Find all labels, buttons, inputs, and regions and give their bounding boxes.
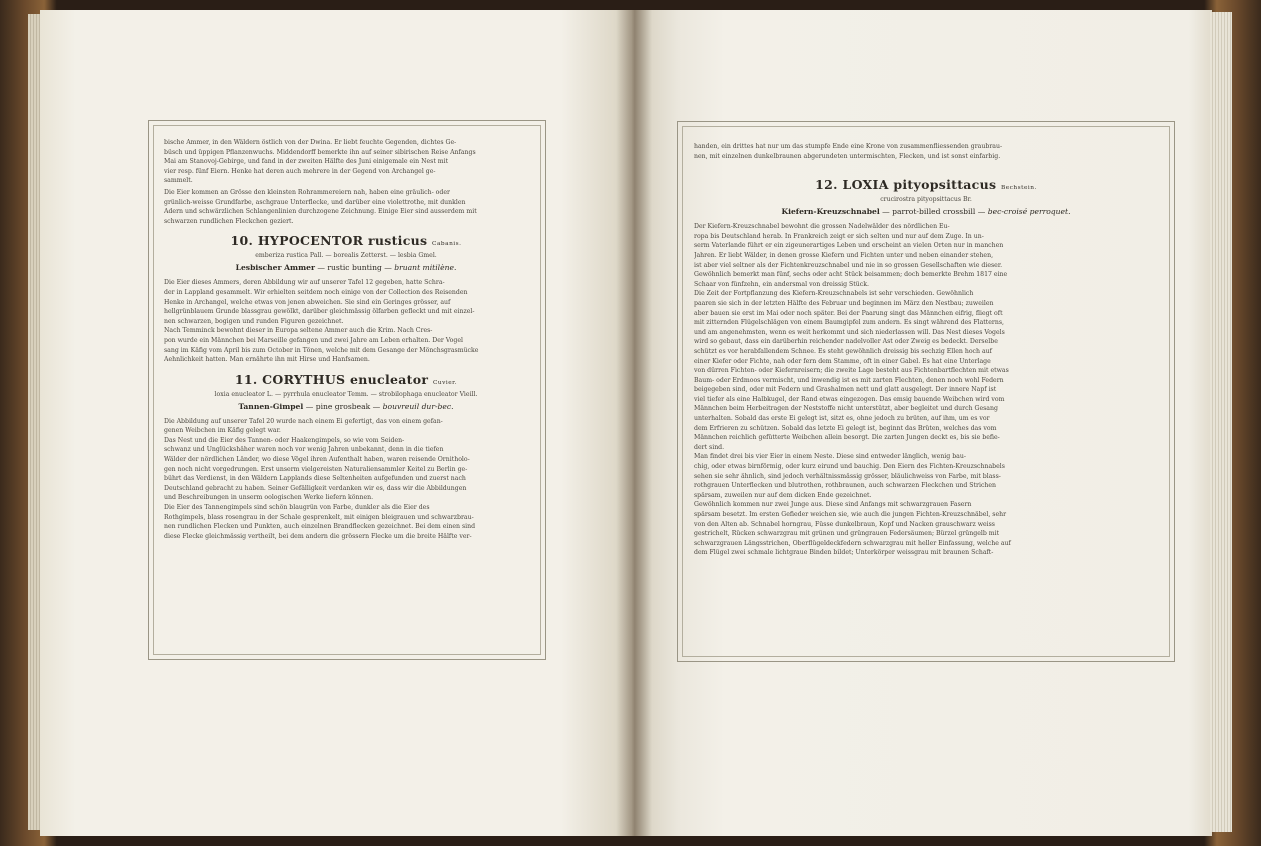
section-heading-11 <box>164 372 528 387</box>
text-line: vier resp. fünf Eiern. Henke hat deren auch mehrere in der Gegend von Archangel ge- <box>164 167 436 175</box>
synonyms-line: emberiza rustica Pall. — borealis Zetterst. — lesbia Gmel. <box>255 252 437 260</box>
text-line: paaren sie sich in der letzten Hälfte des Februar und beginnen im März den Nestbau; zuweilen <box>694 299 994 307</box>
vernacular-german: Tannen-Gimpel <box>238 401 304 411</box>
text-line: dem Flügel zwei schmale lichtgraue Binden bildet; Unterkörper weissgrau mit braunen Schaft- <box>694 549 994 557</box>
vernacular-french: bouvreuil dur-bec. <box>382 401 454 411</box>
text-line: spärsam, zuweilen nur auf dem dicken Ende gezeichnet. <box>694 491 872 499</box>
text-line: Der Kiefern-Kreuzschnabel bewohnt die grossen Nadelwälder des nördlichen Eu- <box>694 223 950 231</box>
text-line: Henke in Archangel, welche etwas von jenen abweichen. Sie sind ein Geringes grösser, auf <box>164 298 451 306</box>
text-line: aber bauen sie erst im Mai oder noch später. Bei der Paarung singt das Männchen eifrig, fliegt oft <box>694 309 1003 317</box>
text-line: chig, oder etwas birnförmig, oder kurz eirund und bauchig. Den Eiern des Fichten-Kreuzschnabels <box>694 463 1005 471</box>
vernacular-names: Kiefern-Kreuzschnabel — parrot-billed crossbill — bec-croisé perroquet. <box>781 207 1071 217</box>
text-line: Gewöhnlich kommen nur zwei Junge aus. Diese sind Anfangs mit schwarzgrauen Fasern <box>694 501 972 509</box>
text-line: wird so gebaut, dass ein darüberhin reichender nadelvoller Ast oder Zweig es bedeckt. Derselbe <box>694 338 998 346</box>
left-eggs-paragraph <box>164 188 528 226</box>
book-gutter <box>616 10 652 836</box>
text-line: sehen sie sehr ähnlich, sind jedoch verhältnissmässig grösser, bläulichweiss von Farbe, mit blass- <box>694 472 1001 480</box>
text-line: Die Zeit der Fortpflanzung des Kiefern-Kreuzschnabels ist sehr verschieden. Gewöhnlich <box>694 290 974 298</box>
left-page-text-column <box>164 138 528 541</box>
genus-name: HYPOCENTOR <box>257 233 364 249</box>
text-line: bische Ammer, in den Wäldern östlich von der Dwina. Er liebt feuchte Gegenden, dichtes Ge- <box>164 139 457 146</box>
vernacular-german: Kiefern-Kreuzschnabel <box>781 207 880 217</box>
text-line: von den Alten ab. Schnabel horngrau, Füsse dunkelbraun, Kopf und Nacken grauschwarz weiss <box>694 520 995 528</box>
text-line: und am angenehmsten, wenn es weit herkommt und sich niederlassen will. Das Nest dieses Vogels <box>694 328 1005 336</box>
text-line: schwarzen rundlichen Fleckchen geziert. <box>164 217 294 225</box>
text-line: sang im Käfig vom April bis zum October in Tönen, welche mit dem Gesange der Mönchsgrasmücke <box>164 346 479 354</box>
text-line: gen noch nicht vorgedrungen. Erst unserm vielgereisten Naturaliensammler Keitel zu Berlin ge- <box>164 465 468 473</box>
text-line: beigegeben sind, oder mit Federn und Grashalmen nett und glatt ausgelegt. Der innere Napf ist <box>694 386 997 394</box>
author-name: Bechstein. <box>1000 185 1037 192</box>
species-name: rusticus <box>367 233 428 249</box>
text-line: Die Abbildung auf unserer Tafel 20 wurde nach einem Ei gefertigt, das von einem gefan- <box>164 417 443 425</box>
text-line: genen Weibchen im Käfig gelegt war. <box>164 427 281 435</box>
text-line: Deutschland gebracht zu haben. Seiner Gefälligkeit verdanken wir es, dass wir die Abbildungen <box>164 484 467 492</box>
text-line: der in Lappland gesammelt. Wir erhielten seitdem noch einige von der Collection des Reisenden <box>164 288 468 296</box>
species-name: enucleator <box>350 371 429 387</box>
synonyms-line: crucirostra pityopsittacus Br. <box>880 196 972 204</box>
text-line: Baum- oder Erdmoos vermischt, und inwendig ist es mit zarten Flechten, denen noch wohl Federn <box>694 376 1004 384</box>
text-line: Schaar von fünfzehn, ein andersmal von dreissig Stück. <box>694 280 869 288</box>
left-intro-paragraph <box>164 138 528 186</box>
section-number: 10. <box>230 233 254 249</box>
section-11-body <box>164 417 528 542</box>
text-line: Nach Temminck bewohnt dieser in Europa seltene Ammer auch die Krim. Nach Cres- <box>164 327 433 335</box>
vernacular-german: Lesbischer Ammer <box>235 263 315 273</box>
vernacular-english: rustic bunting <box>327 263 382 273</box>
text-line: Wälder der nördlichen Länder, wo diese Vögel ihren Aufenthalt haben, waren reisende Ornitholo- <box>164 456 470 464</box>
text-line: serm Vaterlande führt er ein zigeunerartiges Leben und erscheint an vielen Orten nur in manchen <box>694 242 1004 250</box>
genus-name: CORYTHUS <box>262 371 346 387</box>
text-line: Gewöhnlich bemerkt man fünf, sechs oder acht Stück beisammen; doch bemerkte Brehm 1817 eine <box>694 271 1008 279</box>
text-line: Aehnlichkeit hatten. Man ernährte ihn mit Hirse und Hanfsamen. <box>164 356 370 364</box>
text-line: sammelt. <box>164 177 193 185</box>
text-line: Rothgimpels, blass rosengrau in der Schale gesprenkelt, mit einigen bleigrauen und schwarzbrau- <box>164 513 474 521</box>
text-line: Adern und schwärzlichen Schlangenlinien durchzogene Zeichnung. Einige Eier sind ausserdem mit <box>164 208 477 216</box>
text-line: grünlich-weisse Grundfarbe, aschgraue Unterflecke, und darüber eine violettrothe, mit dunklen <box>164 198 466 206</box>
text-line: Mai am Stanovoj-Gebirge, und fand in der zweiten Hälfte des Juni einigemale ein Nest mit <box>164 158 449 166</box>
text-line: schützt es vor herabfallendem Schnee. Es steht gewöhnlich dreissig bis sechzig Ellen hoch auf <box>694 347 992 355</box>
text-line: hellgrünblauem Grunde blassgrau gewölkt, darüber gleichmässig ölfarben gefleckt und mit einzel- <box>164 308 475 316</box>
text-line: dert sind. <box>694 443 725 451</box>
text-line: einer Kiefer oder Fichte, nah oder fern dem Stamme, oft in einer Gabel. Es hat eine Unterlage <box>694 357 991 365</box>
text-line: nen, mit einzelnen dunkelbraunen abgerundeten untermischten, Flecken, und ist sonst einfarbig. <box>694 152 1001 160</box>
section-heading-12 <box>694 177 1158 192</box>
section-number: 11. <box>234 371 258 387</box>
vernacular-english: pine grosbeak <box>315 401 371 411</box>
text-line: mit zitternden Flügelschlägen von einem Baumgipfel zum andern. Es singt während des Flatterns, <box>694 319 1005 327</box>
species-name: pityopsittacus <box>893 177 997 193</box>
section-heading-10 <box>164 233 528 248</box>
vernacular-french: bec-croisé perroquet. <box>987 207 1071 217</box>
section-10-body <box>164 278 528 364</box>
text-line: büsch und üppigen Pflanzenwuchs. Middendorff bemerkte ihn auf seiner sibirischen Reise Anfangs <box>164 148 476 156</box>
text-line: nen schwarzen, bogigen und runden Figuren gezeichnet. <box>164 317 344 325</box>
vernacular-french: bruant mitilène. <box>394 263 457 273</box>
text-line: dem Erfrieren zu schützen. Sobald das letzte Ei gelegt ist, beginnt das Brüten, welches das vom <box>694 424 997 432</box>
text-line: rothgrauen Unterflecken und blutrothen, rothbraunen, auch schwarzen Fleckchen und Strichen <box>694 482 997 490</box>
vernacular-english: parrot-billed crossbill <box>892 207 976 217</box>
vernacular-names: Lesbischer Ammer — rustic bunting — bruant mitilène. <box>235 263 457 273</box>
text-line: viel tiefer als eine Halbkugel, der Rand etwas eingezogen. Das emsig bauende Weibchen wird vom <box>694 395 1005 403</box>
text-line: gestrichelt, Rücken schwarzgrau mit grünen und grüngrauen Federsäumen; Bürzel grüngelb mit <box>694 530 1000 538</box>
text-line: handen, ein drittes hat nur um das stumpfe Ende eine Krone von zusammenfliessenden graubrau- <box>694 143 1003 150</box>
text-line: von dürren Fichten- oder Kiefernreisern; die zweite Lage besteht aus Fichtenbartflechten mit etwas <box>694 367 1009 375</box>
text-line: diese Flecke gleichmässig vertheilt, bei dem andern die grössern Flecke um die breite Hälfte ver- <box>164 532 472 540</box>
right-page-text-column <box>694 142 1158 558</box>
author-name: Cabanis. <box>432 241 462 248</box>
right-intro-paragraph <box>694 142 1158 161</box>
text-line: Man findet drei bis vier Eier in einem Neste. Diese sind entweder länglich, wenig bau- <box>694 453 966 461</box>
vernacular-names: Tannen-Gimpel — pine grosbeak — bouvreuil dur-bec. <box>238 401 454 411</box>
genus-name: LOXIA <box>842 177 889 193</box>
section-number: 12. <box>815 177 838 193</box>
text-line: Jahren. Er liebt Wälder, in denen grosse Kiefern und Fichten unter und neben einander stehen, <box>694 251 994 259</box>
text-line: Männchen beim Herbeitragen der Neststoffe nicht unterstützt, aber begleitet und durch Gesang <box>694 405 998 413</box>
text-line: schwanz und Unglückshäher waren noch vor wenig Jahren unbekannt, denn in die tiefen <box>164 446 444 454</box>
text-line: bührt das Verdienst, in den Wäldern Lapplands diese Seltenheiten aufgefunden und zuerst nach <box>164 475 466 483</box>
text-line: Die Eier dieses Ammers, deren Abbildung wir auf unserer Tafel 12 gegeben, hatte Schra- <box>164 279 445 287</box>
right-page-edges <box>1210 12 1232 832</box>
text-line: spärsam besetzt. Im ersten Gefieder weichen sie, wie auch die jungen Fichten-Kreuzschnäbel, sehr <box>694 511 1007 518</box>
text-line: pon wurde ein Männchen bei Marseille gefangen und zwei Jahre am Leben erhalten. Der Vogel <box>164 336 464 344</box>
text-line: Das Nest und die Eier des Tannen- oder Haakengimpels, so wie vom Seiden- <box>164 436 405 444</box>
text-line: schwarzgrauen Längsstrichen, Oberflügeldeckfedern schwarzgrau mit heller Einfassung, welche auf <box>694 539 1011 547</box>
text-line: Männchen reichlich gefütterte Weibchen allein besorgt. Die zarten Jungen deckt es, bis sie befie- <box>694 434 1000 442</box>
synonyms-line: loxia enucleator L. — pyrrhula enucleator Temm. — strobilophaga enucleator Vieill. <box>214 390 478 398</box>
section-12-body <box>694 222 1158 558</box>
text-line: nen rundlichen Flecken und Punkten, auch einzelnen Brandflecken gezeichnet. Bei dem einen sind <box>164 523 476 531</box>
text-line: unterhalten. Sobald das erste Ei gelegt ist, sitzt es, ohne jedoch zu brüten, auf ihm, um es vor <box>694 415 990 423</box>
text-line: ropa bis Deutschland herab. In Frankreich zeigt er sich selten und nur auf dem Zuge. In un- <box>694 232 984 240</box>
text-line: ist aber viel seltner als der Fichtenkreuzschnabel und nie in so grossen Gesellschaften wie dieser. <box>694 261 1003 269</box>
text-line: und Beschreibungen in unserm oologischen Werke liefern können. <box>164 494 374 502</box>
text-line: Die Eier kommen an Grösse den kleinsten Rohrammereiern nah, haben eine gräulich- oder <box>164 188 450 196</box>
text-line: Die Eier des Tannengimpels sind schön blaugrün von Farbe, dunkler als die Eier des <box>164 504 430 512</box>
author-name: Cuvier. <box>432 379 458 386</box>
